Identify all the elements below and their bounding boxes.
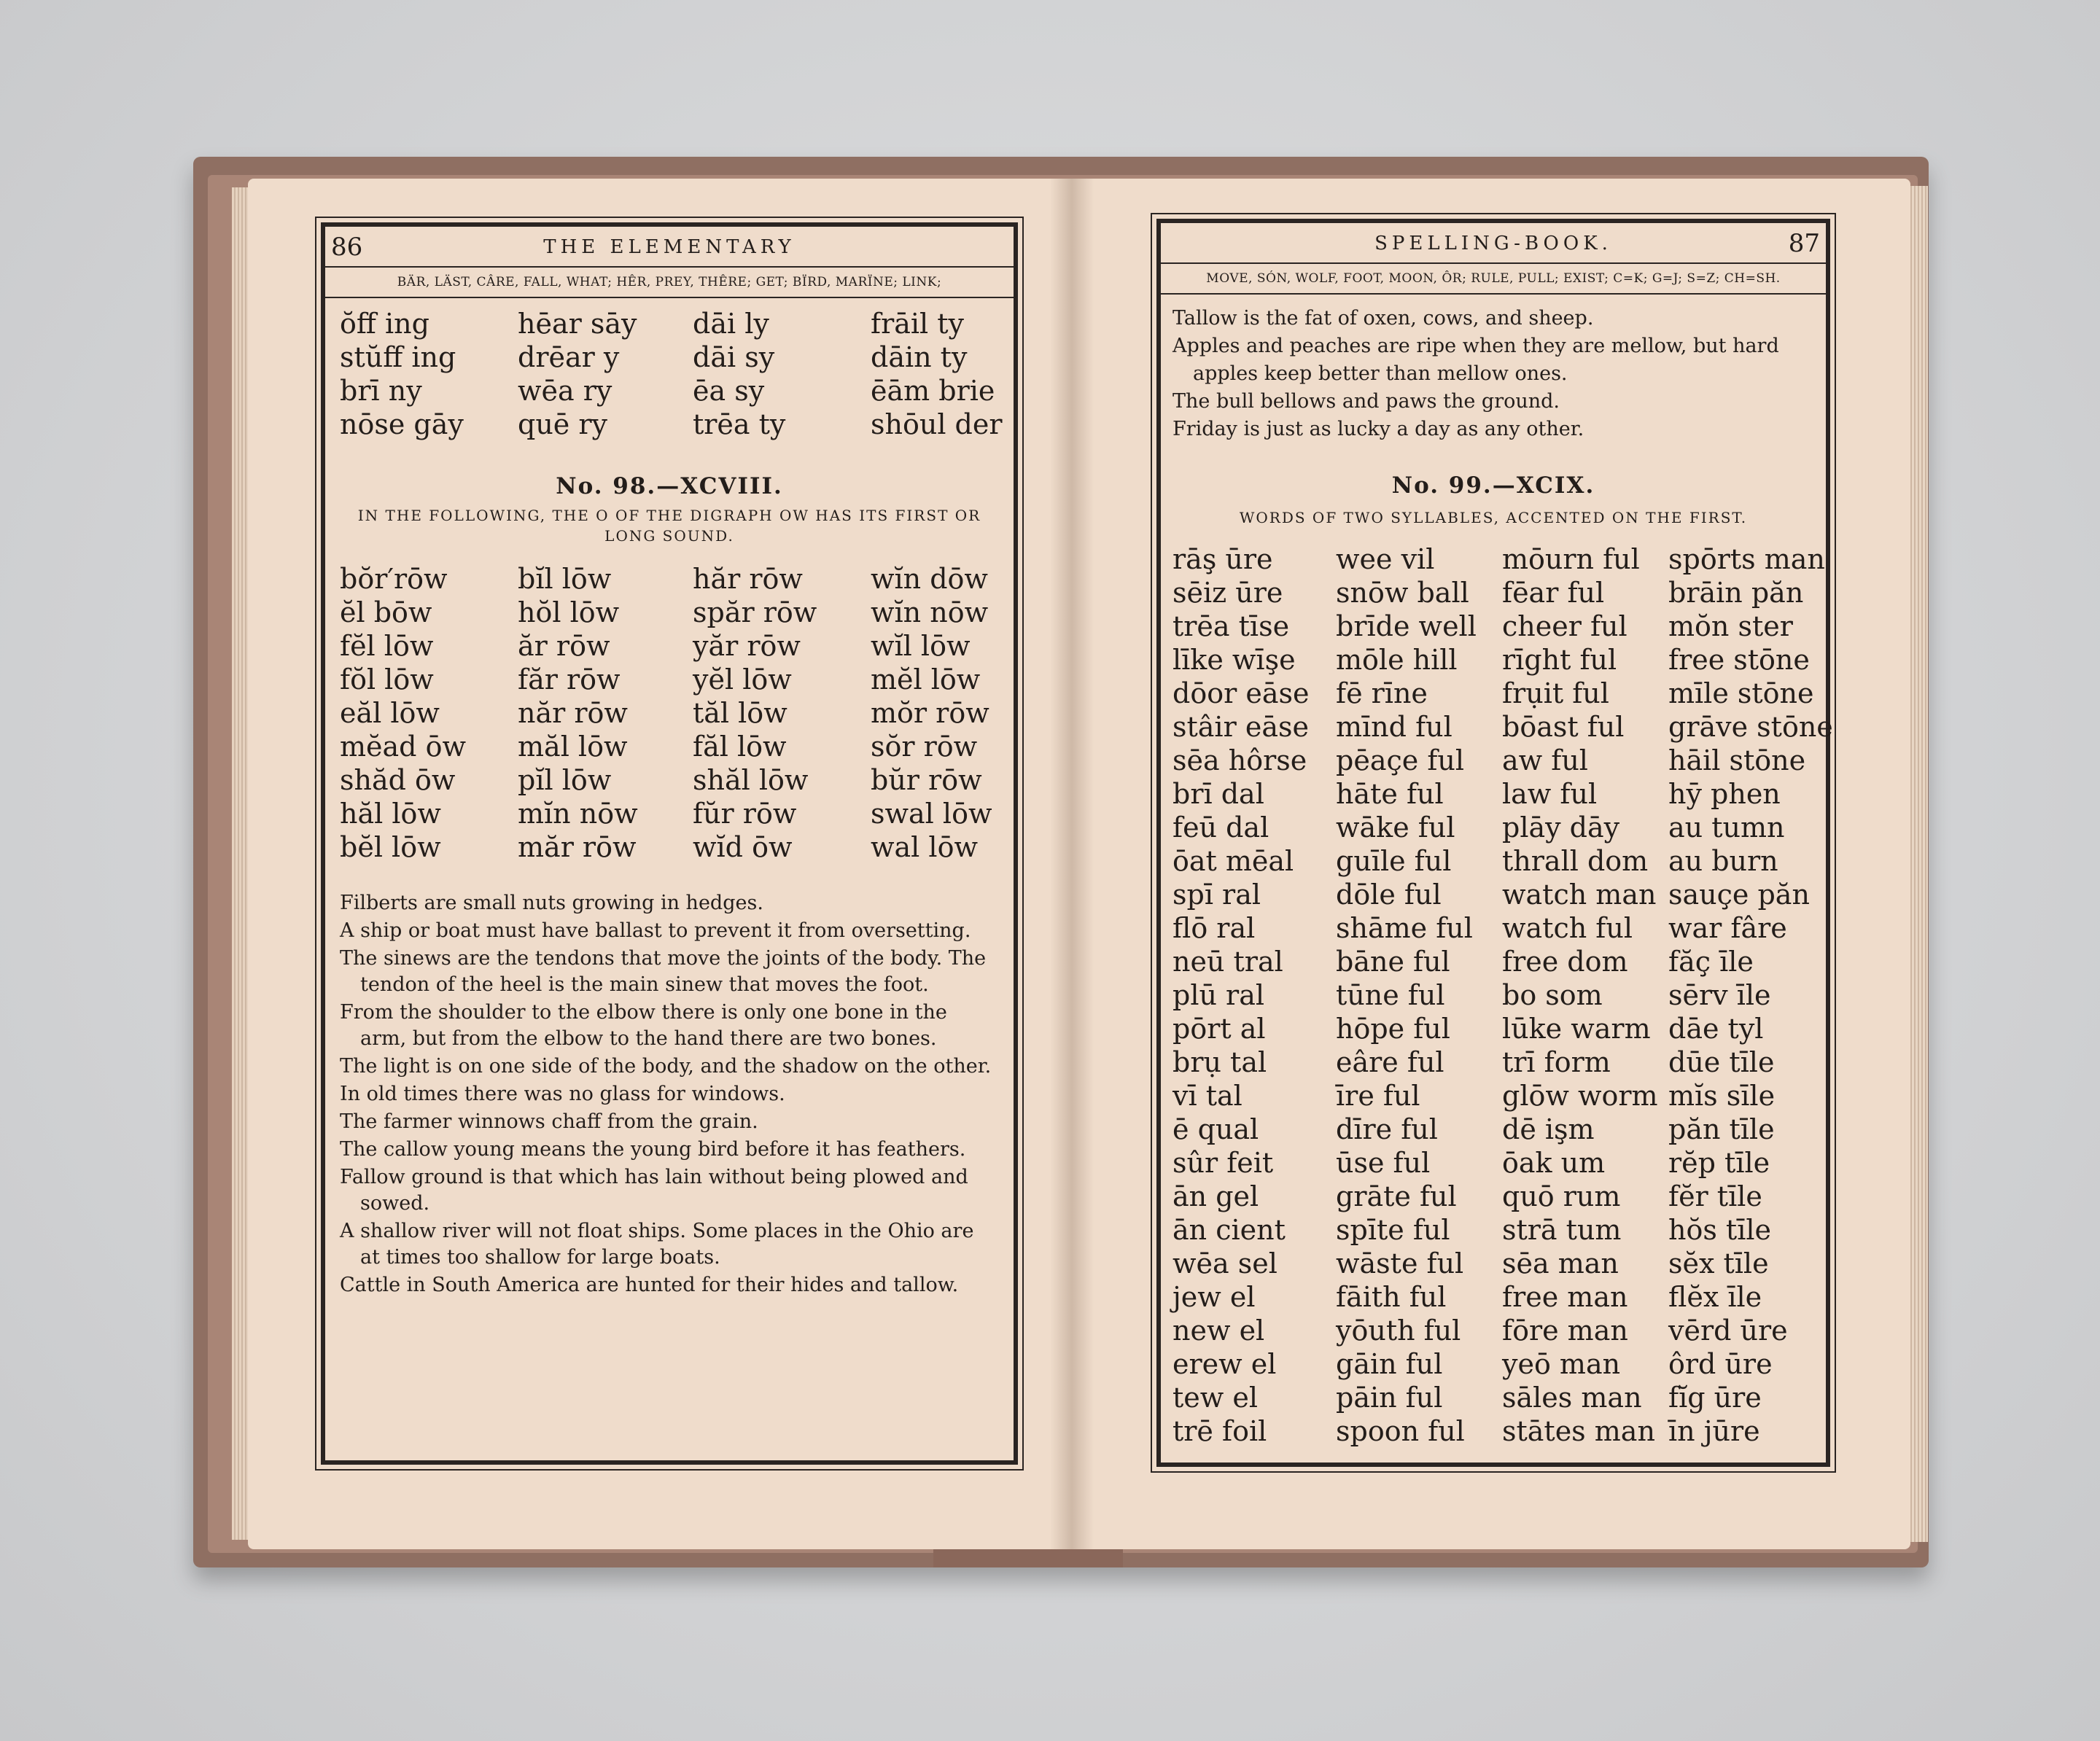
spelling-word: au burn bbox=[1668, 845, 1778, 877]
spelling-word: strā tum bbox=[1502, 1214, 1622, 1246]
spelling-word: dōle ful bbox=[1336, 879, 1442, 911]
spelling-word: hŏl lōw bbox=[518, 596, 620, 628]
spelling-word: bo som bbox=[1502, 979, 1603, 1011]
spelling-word: dāi ly bbox=[693, 308, 769, 340]
spelling-word: rīght ful bbox=[1502, 644, 1617, 676]
spelling-word: hăl lōw bbox=[340, 798, 441, 830]
spelling-word: bāne ful bbox=[1336, 946, 1450, 978]
spelling-word: ōak um bbox=[1502, 1147, 1606, 1179]
spelling-word: wĭn dōw bbox=[871, 563, 988, 595]
spelling-word: drēar y bbox=[518, 341, 620, 373]
spelling-word: dūe tīle bbox=[1668, 1046, 1775, 1078]
spelling-word: sāles man bbox=[1502, 1382, 1642, 1414]
word-table-section bbox=[1172, 542, 1833, 1448]
spelling-word: ēa sy bbox=[693, 375, 765, 407]
section-title: No. 99.—XCIX. bbox=[1391, 472, 1595, 499]
spelling-word: hāil stōne bbox=[1668, 744, 1806, 776]
spelling-word: erew el bbox=[1172, 1348, 1277, 1380]
spelling-word: shāme ful bbox=[1336, 912, 1473, 944]
spelling-word: sŏr rōw bbox=[871, 731, 978, 763]
spelling-word: brī dal bbox=[1172, 778, 1264, 810]
spelling-word: wĭl lōw bbox=[871, 630, 971, 662]
spelling-word: grāte ful bbox=[1336, 1180, 1457, 1212]
spelling-word: pēaçe ful bbox=[1336, 744, 1465, 776]
spelling-word: mŏr rōw bbox=[871, 697, 989, 729]
spelling-word: mŏn ster bbox=[1668, 610, 1793, 642]
spelling-word: ŏff ing bbox=[340, 308, 429, 340]
spelling-word: ăr rōw bbox=[518, 630, 610, 662]
spelling-word: sauçe păn bbox=[1668, 879, 1810, 911]
spelling-word: spīte ful bbox=[1336, 1214, 1450, 1246]
spelling-word: făç īle bbox=[1668, 946, 1754, 978]
spelling-word: dāe tyl bbox=[1668, 1013, 1764, 1045]
spelling-word: ān gel bbox=[1172, 1180, 1259, 1212]
spelling-word: mīnd ful bbox=[1336, 711, 1452, 743]
spelling-word: hŏs tīle bbox=[1668, 1214, 1771, 1246]
spelling-word: stâir eāse bbox=[1172, 711, 1309, 743]
spelling-word: hōpe ful bbox=[1336, 1013, 1450, 1045]
spelling-word: frāil ty bbox=[871, 308, 965, 340]
left-page-header bbox=[331, 230, 1008, 265]
spelling-word: mĭs sīle bbox=[1668, 1080, 1776, 1112]
spelling-word: feū dal bbox=[1172, 811, 1269, 844]
pronunciation-key: BÄR, LÄST, CÂRE, FALL, WHAT; HÊR, PREY, THÊRE; GET; BÏRD, MARÏNE; LINK; bbox=[325, 266, 1014, 298]
spelling-word: snōw ball bbox=[1336, 577, 1469, 609]
spelling-word: nōse gāy bbox=[340, 408, 464, 440]
spelling-word: wēa sel bbox=[1172, 1247, 1278, 1280]
running-head: SPELLING-BOOK. bbox=[1374, 233, 1612, 254]
spelling-word: jew el bbox=[1172, 1281, 1256, 1313]
spelling-word: rāş ūre bbox=[1172, 543, 1273, 575]
spelling-word: yăr rōw bbox=[693, 630, 801, 662]
spelling-word: aw ful bbox=[1502, 744, 1588, 776]
spelling-word: wāke ful bbox=[1336, 811, 1455, 844]
spelling-word: fĭg ūre bbox=[1668, 1382, 1762, 1414]
spelling-word: watch man bbox=[1502, 879, 1657, 911]
spelling-word: gāin ful bbox=[1336, 1348, 1443, 1380]
sentence: Cattle in South America are hunted for their hides and tallow. bbox=[340, 1274, 959, 1296]
spelling-word: neū tral bbox=[1172, 946, 1283, 978]
spelling-word: brīde well bbox=[1336, 610, 1477, 642]
sentence: The farmer winnows chaff from the grain. bbox=[340, 1110, 758, 1133]
sentence: A shallow river will not float ships. Some places in the Ohio are at times too shallow for large boats. bbox=[340, 1220, 974, 1269]
spelling-word: trī form bbox=[1502, 1046, 1611, 1078]
spelling-word: wal lōw bbox=[871, 831, 978, 863]
spelling-word: stŭff ing bbox=[340, 341, 456, 373]
left-page-frame bbox=[321, 222, 1018, 1465]
spelling-word: spoon ful bbox=[1336, 1415, 1465, 1447]
spelling-word: watch ful bbox=[1502, 912, 1633, 944]
spelling-word: law ful bbox=[1502, 778, 1598, 810]
spelling-word: grāve stōne bbox=[1668, 711, 1833, 743]
spelling-word: dāin ty bbox=[871, 341, 968, 373]
sentence: The light is on one side of the body, and the shadow on the other. bbox=[340, 1055, 992, 1078]
spelling-word: wĭd ōw bbox=[693, 831, 793, 863]
spelling-word: quē ry bbox=[518, 408, 607, 440]
spelling-word: fĕl lōw bbox=[340, 630, 434, 662]
spelling-word: flō ral bbox=[1172, 912, 1256, 944]
spelling-word: hăr rōw bbox=[693, 563, 803, 595]
spelling-word: păn tīle bbox=[1668, 1113, 1775, 1145]
spelling-word: mĭn nōw bbox=[518, 798, 638, 830]
spelling-word: īre ful bbox=[1336, 1080, 1420, 1112]
spelling-word: spōrts man bbox=[1668, 543, 1825, 575]
spelling-word: bŏr′rōw bbox=[340, 563, 448, 595]
sentence: Filberts are small nuts growing in hedges. bbox=[340, 892, 763, 914]
sentence: The callow young means the young bird before it has feathers. bbox=[340, 1138, 966, 1161]
spelling-word: făr rōw bbox=[518, 663, 621, 696]
spelling-word: trēa tīse bbox=[1172, 610, 1290, 642]
spelling-word: stātes man bbox=[1502, 1415, 1655, 1447]
pronunciation-key: MOVE, SÓN, WOLF, FOOT, MOON, ÔR; RULE, PULL; EXIST; C=K; G=J; S=Z; CH=SH. bbox=[1161, 262, 1826, 295]
spelling-word: mĕl lōw bbox=[871, 663, 981, 696]
book-gutter bbox=[1050, 179, 1094, 1549]
spelling-word: fĕr tīle bbox=[1668, 1180, 1762, 1212]
spelling-word: sērv īle bbox=[1668, 979, 1771, 1011]
right-page-header bbox=[1167, 226, 1820, 261]
spelling-word: īn jūre bbox=[1668, 1415, 1760, 1447]
spelling-word: yōuth ful bbox=[1336, 1314, 1461, 1347]
spelling-word: pĭl lōw bbox=[518, 764, 612, 796]
page-number: 87 bbox=[1788, 229, 1820, 258]
spelling-word: sēa man bbox=[1502, 1247, 1619, 1280]
spelling-word: shōul der bbox=[871, 408, 1003, 440]
spelling-word: hȳ phen bbox=[1668, 778, 1781, 810]
spelling-word: ē qual bbox=[1172, 1113, 1259, 1145]
spelling-word: fē rīne bbox=[1336, 677, 1428, 709]
sentence: In old times there was no glass for windows. bbox=[340, 1083, 785, 1105]
spelling-word: plāy dāy bbox=[1502, 811, 1620, 844]
spelling-word: tūne ful bbox=[1336, 979, 1445, 1011]
spelling-word: flĕx īle bbox=[1668, 1281, 1762, 1313]
spelling-word: dōor eāse bbox=[1172, 677, 1310, 709]
spelling-word: sĕx tīle bbox=[1668, 1247, 1769, 1280]
spelling-word: spăr rōw bbox=[693, 596, 817, 628]
spelling-word: trēa ty bbox=[693, 408, 786, 440]
spelling-word: eâre ful bbox=[1336, 1046, 1444, 1078]
spelling-word: shăd ōw bbox=[340, 764, 456, 796]
spelling-word: cheer ful bbox=[1502, 610, 1628, 642]
sentence: Friday is just as lucky a day as any other. bbox=[1172, 418, 1584, 440]
section-subtitle: IN THE FOLLOWING, THE O OF THE DIGRAPH OW HAS ITS FIRST OR LONG SOUND. bbox=[357, 507, 981, 545]
spelling-word: shăl lōw bbox=[693, 764, 809, 796]
sentence: Apples and peaches are ripe when they are mellow, but hard apples keep better than mellow ones. bbox=[1172, 335, 1779, 385]
sentence: A ship or boat must have ballast to prevent it from oversetting. bbox=[340, 919, 971, 942]
spelling-word: new el bbox=[1172, 1314, 1265, 1347]
spelling-word: glōw worm bbox=[1502, 1080, 1658, 1112]
spelling-word: brī ny bbox=[340, 375, 422, 407]
spelling-word: au tumn bbox=[1668, 811, 1785, 844]
spelling-word: swal lōw bbox=[871, 798, 992, 830]
spelling-word: sûr feit bbox=[1172, 1147, 1274, 1179]
spelling-word: war fâre bbox=[1668, 912, 1787, 944]
spelling-word: hēar sāy bbox=[518, 308, 637, 340]
spelling-word: vī tal bbox=[1172, 1080, 1242, 1112]
spelling-word: rĕp tīle bbox=[1668, 1147, 1770, 1179]
spelling-word: ĕl bōw bbox=[340, 596, 432, 628]
example-sentences bbox=[340, 890, 998, 1300]
spelling-word: ēām brie bbox=[871, 375, 995, 407]
spelling-word: plū ral bbox=[1172, 979, 1265, 1011]
spelling-word: brụ tal bbox=[1172, 1046, 1267, 1078]
spelling-word: tew el bbox=[1172, 1382, 1259, 1414]
sentence: The sinews are the tendons that move the joints of the body. The tendon of the heel is the main sinew that moves the foot. bbox=[340, 947, 987, 996]
spelling-word: sēa hôrse bbox=[1172, 744, 1307, 776]
spelling-word: free stōne bbox=[1668, 644, 1810, 676]
spelling-word: dāi sy bbox=[693, 341, 775, 373]
spelling-word: măl lōw bbox=[518, 731, 628, 763]
spelling-word: frụit ful bbox=[1502, 677, 1609, 709]
spelling-word: yĕl lōw bbox=[693, 663, 792, 696]
spelling-word: pāin ful bbox=[1336, 1382, 1443, 1414]
spelling-word: vērd ūre bbox=[1668, 1314, 1788, 1347]
running-head: THE ELEMENTARY bbox=[543, 236, 796, 258]
spelling-word: guīle ful bbox=[1336, 845, 1452, 877]
spelling-word: bĕl lōw bbox=[340, 831, 441, 863]
spelling-word: mōle hill bbox=[1336, 644, 1458, 676]
word-table-section bbox=[340, 562, 996, 864]
spelling-word: wāste ful bbox=[1336, 1247, 1464, 1280]
spelling-word: hāte ful bbox=[1336, 778, 1444, 810]
spelling-word: free dom bbox=[1502, 946, 1628, 978]
spelling-word: fōre man bbox=[1502, 1314, 1628, 1347]
sentence: The bull bellows and paws the ground. bbox=[1172, 390, 1560, 413]
spelling-word: mīle stōne bbox=[1668, 677, 1814, 709]
spelling-word: spī ral bbox=[1172, 879, 1261, 911]
page-number: 86 bbox=[331, 233, 363, 262]
spelling-word: wēa ry bbox=[518, 375, 612, 407]
spelling-word: făl lōw bbox=[693, 731, 787, 763]
sentence: Tallow is the fat of oxen, cows, and sheep. bbox=[1172, 307, 1594, 330]
spelling-word: fēar ful bbox=[1502, 577, 1605, 609]
spelling-word: lūke warm bbox=[1502, 1013, 1651, 1045]
spelling-word: quō rum bbox=[1502, 1180, 1621, 1212]
spelling-word: dē işm bbox=[1502, 1113, 1595, 1145]
spelling-word: fŏl lōw bbox=[340, 663, 434, 696]
spelling-word: thrall dom bbox=[1502, 845, 1649, 877]
spelling-word: eăl lōw bbox=[340, 697, 440, 729]
spelling-word: wee vil bbox=[1336, 543, 1435, 575]
section-subtitle: WORDS OF TWO SYLLABLES, ACCENTED ON THE FIRST. bbox=[1239, 509, 1748, 526]
spelling-word: mĕad ōw bbox=[340, 731, 466, 763]
spelling-word: pōrt al bbox=[1172, 1013, 1266, 1045]
spelling-word: dīre ful bbox=[1336, 1113, 1438, 1145]
spelling-word: brāin păn bbox=[1668, 577, 1804, 609]
spelling-word: bĭl lōw bbox=[518, 563, 612, 595]
spelling-word: ūse ful bbox=[1336, 1147, 1431, 1179]
spelling-word: sēiz ūre bbox=[1172, 577, 1283, 609]
spelling-word: bŭr rōw bbox=[871, 764, 982, 796]
spelling-word: līke wīşe bbox=[1172, 644, 1296, 676]
spelling-word: trē foil bbox=[1172, 1415, 1267, 1447]
sentence: Fallow ground is that which has lain without being plowed and sowed. bbox=[340, 1166, 968, 1215]
spelling-word: free man bbox=[1502, 1281, 1628, 1313]
spelling-word: năr rōw bbox=[518, 697, 628, 729]
spelling-word: wĭn nōw bbox=[871, 596, 989, 628]
spelling-word: ōat mēal bbox=[1172, 845, 1294, 877]
example-sentences bbox=[1172, 305, 1813, 443]
spelling-word: ān cient bbox=[1172, 1214, 1286, 1246]
spelling-word: fāith ful bbox=[1336, 1281, 1447, 1313]
spelling-word: măr rōw bbox=[518, 831, 637, 863]
section-title: No. 98.—XCVIII. bbox=[556, 473, 783, 499]
spelling-word: ôrd ūre bbox=[1668, 1348, 1773, 1380]
spelling-word: tăl lōw bbox=[693, 697, 788, 729]
right-page-frame bbox=[1156, 219, 1833, 1467]
spelling-word: mōurn ful bbox=[1502, 543, 1640, 575]
word-table-top bbox=[340, 307, 1003, 441]
spelling-word: bōast ful bbox=[1502, 711, 1625, 743]
spelling-word: yeō man bbox=[1502, 1348, 1621, 1380]
spelling-word: fŭr rōw bbox=[693, 798, 797, 830]
sentence: From the shoulder to the elbow there is only one bone in the arm, but from the elbow to the hand there are two bones. bbox=[340, 1001, 947, 1050]
